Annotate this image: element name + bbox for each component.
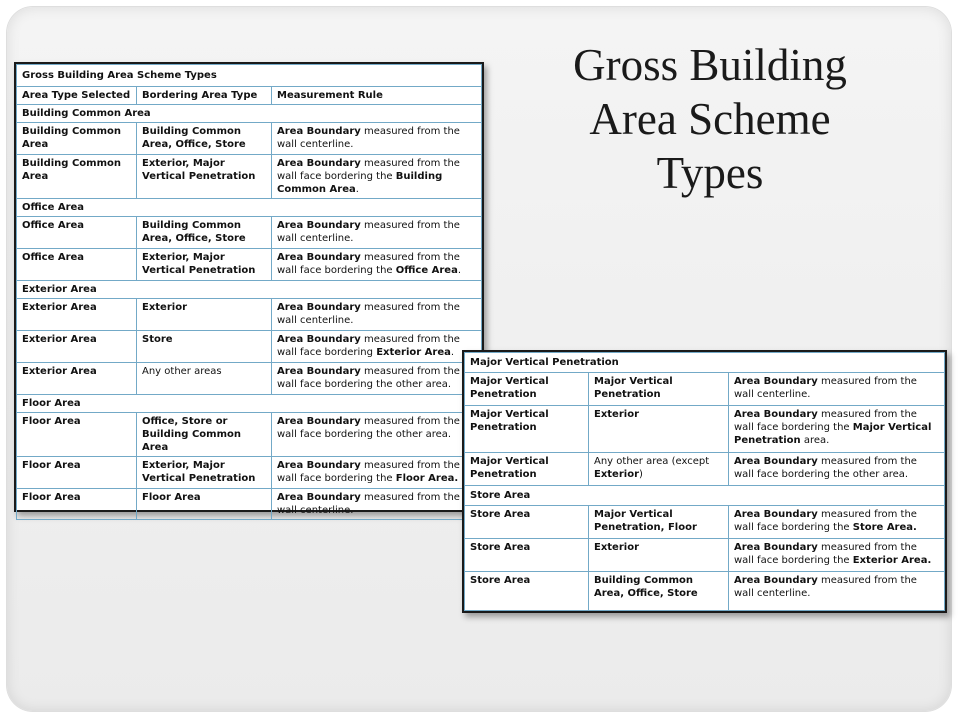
- table-row: [17, 489, 482, 520]
- rule-tail: .: [457, 265, 461, 276]
- area-type-cell: Exterior Area: [17, 363, 137, 395]
- rule-term: Area Boundary: [277, 302, 361, 313]
- bordering-area-cell: Major Vertical Penetration, Floor: [589, 506, 729, 539]
- rule-tail: area.: [800, 435, 830, 446]
- rule-term: Area Boundary: [277, 492, 361, 503]
- rule-text: measured from the wall face bordering the other area.: [277, 366, 460, 390]
- section-header: Building Common Area: [17, 105, 482, 123]
- measurement-rule-cell: [272, 489, 482, 520]
- table-row: [17, 363, 482, 395]
- measurement-rule-cell: [729, 506, 945, 539]
- rule-text: measured from the wall face bordering the other area.: [277, 416, 460, 440]
- title-line-3: Types: [656, 148, 764, 198]
- rule-text: measured from the wall face bordering the: [734, 409, 917, 433]
- area-type-cell: Exterior Area: [17, 299, 137, 331]
- table-row: [17, 413, 482, 457]
- area-type-cell: Store Area: [465, 539, 589, 572]
- rule-area: Office Area: [395, 265, 458, 276]
- table-row: [17, 457, 482, 489]
- border-exception: Exterior: [594, 469, 640, 480]
- rule-text: measured from the wall centerline.: [277, 126, 460, 150]
- area-type-cell: Store Area: [465, 506, 589, 539]
- rule-text: measured from the wall centerline.: [734, 376, 917, 400]
- measurement-rule-cell: [729, 406, 945, 453]
- border-text: Any other area (except: [594, 456, 710, 467]
- title-line-1: Gross Building: [573, 40, 847, 90]
- rule-text: measured from the wall centerline.: [734, 575, 917, 599]
- bordering-area-cell: Exterior: [589, 406, 729, 453]
- gross-building-area-table: [14, 62, 484, 516]
- measurement-rule-cell: [272, 217, 482, 249]
- rule-area: Exterior Area.: [852, 555, 932, 566]
- table-title: Gross Building Area Scheme Types: [17, 65, 482, 87]
- rule-term: Area Boundary: [734, 456, 818, 467]
- area-type-cell: Major Vertical Penetration: [465, 373, 589, 406]
- rule-term: Area Boundary: [277, 366, 361, 377]
- bordering-area-cell: Office, Store or Building Common Area: [137, 413, 272, 457]
- measurement-rule-cell: [272, 363, 482, 395]
- rule-term: Area Boundary: [734, 542, 818, 553]
- rule-term: Area Boundary: [277, 158, 361, 169]
- measurement-rule-cell: [729, 373, 945, 406]
- area-type-cell: Floor Area: [17, 413, 137, 457]
- area-scheme-table: [16, 64, 482, 520]
- measurement-rule-cell: [272, 249, 482, 281]
- area-type-cell: Floor Area: [17, 457, 137, 489]
- rule-term: Area Boundary: [277, 334, 361, 345]
- table-row: [465, 406, 945, 453]
- rule-tail: .: [355, 184, 359, 195]
- measurement-rule-cell: [729, 539, 945, 572]
- border-tail: ): [639, 469, 643, 480]
- rule-term: Area Boundary: [277, 460, 361, 471]
- table-row: [465, 373, 945, 406]
- bordering-area-cell: Major Vertical Penetration: [589, 373, 729, 406]
- rule-area: Store Area.: [852, 522, 917, 533]
- rule-term: Area Boundary: [734, 575, 818, 586]
- rule-area: Building Common Area: [277, 171, 443, 195]
- rule-text: measured from the wall face bordering the: [734, 509, 917, 533]
- rule-area: Floor Area.: [395, 473, 459, 484]
- bordering-area-cell: Exterior, Major Vertical Penetration: [137, 155, 272, 199]
- rule-text: measured from the wall face bordering: [277, 334, 460, 358]
- table-row: [465, 453, 945, 486]
- rule-area: Exterior Area: [376, 347, 451, 358]
- rule-text: measured from the wall face bordering the: [277, 460, 460, 484]
- area-type-cell: Exterior Area: [17, 331, 137, 363]
- area-type-cell: Major Vertical Penetration: [465, 453, 589, 486]
- measurement-rule-cell: [272, 299, 482, 331]
- rule-text: measured from the wall centerline.: [277, 302, 460, 326]
- bordering-area-cell: Exterior, Major Vertical Penetration: [137, 249, 272, 281]
- column-header-bordering-area: Bordering Area Type: [137, 87, 272, 105]
- bordering-area-cell: Exterior: [589, 539, 729, 572]
- measurement-rule-cell: [272, 123, 482, 155]
- measurement-rule-cell: [272, 155, 482, 199]
- area-type-cell: Major Vertical Penetration: [465, 406, 589, 453]
- rule-tail: .: [450, 347, 455, 358]
- section-header: Floor Area: [17, 395, 482, 413]
- section-header: Store Area: [465, 486, 945, 506]
- bordering-area-cell: Building Common Area, Office, Store: [589, 572, 729, 611]
- rule-term: Area Boundary: [277, 416, 361, 427]
- rule-term: Area Boundary: [734, 409, 818, 420]
- area-scheme-table-continued: [464, 352, 945, 611]
- table-row: [17, 299, 482, 331]
- table-row: [465, 539, 945, 572]
- bordering-area-cell: Building Common Area, Office, Store: [137, 123, 272, 155]
- bordering-area-cell: Exterior, Major Vertical Penetration: [137, 457, 272, 489]
- table-row: [465, 506, 945, 539]
- table-row: [465, 572, 945, 611]
- major-vertical-store-table: [462, 350, 947, 613]
- rule-term: Area Boundary: [734, 509, 818, 520]
- bordering-area-cell: Building Common Area, Office, Store: [137, 217, 272, 249]
- area-type-cell: Store Area: [465, 572, 589, 611]
- rule-term: Area Boundary: [277, 252, 361, 263]
- slide-title: [520, 38, 900, 200]
- section-header: Exterior Area: [17, 281, 482, 299]
- measurement-rule-cell: [729, 572, 945, 611]
- bordering-area-cell: Store: [137, 331, 272, 363]
- measurement-rule-cell: [272, 457, 482, 489]
- rule-text: measured from the wall centerline.: [277, 492, 460, 516]
- table-row: [17, 217, 482, 249]
- measurement-rule-cell: [729, 453, 945, 486]
- measurement-rule-cell: [272, 413, 482, 457]
- bordering-area-cell: Exterior: [137, 299, 272, 331]
- section-header: Major Vertical Penetration: [465, 353, 945, 373]
- title-line-2: Area Scheme: [589, 94, 831, 144]
- section-header: Office Area: [17, 199, 482, 217]
- rule-text: measured from the wall centerline.: [277, 220, 460, 244]
- table-row: [17, 123, 482, 155]
- rule-text: measured from the wall face bordering the other area.: [734, 456, 917, 480]
- area-type-cell: Building Common Area: [17, 155, 137, 199]
- bordering-area-cell: [589, 453, 729, 486]
- column-header-area-type: Area Type Selected: [17, 87, 137, 105]
- area-type-cell: Floor Area: [17, 489, 137, 520]
- measurement-rule-cell: [272, 331, 482, 363]
- column-header-measurement-rule: Measurement Rule: [272, 87, 482, 105]
- area-type-cell: Office Area: [17, 249, 137, 281]
- rule-text: measured from the wall face bordering the: [277, 158, 460, 182]
- area-type-cell: Office Area: [17, 217, 137, 249]
- area-type-cell: Building Common Area: [17, 123, 137, 155]
- table-row: [17, 155, 482, 199]
- rule-term: Area Boundary: [277, 220, 361, 231]
- bordering-area-cell: Floor Area: [137, 489, 272, 520]
- rule-term: Area Boundary: [734, 376, 818, 387]
- rule-term: Area Boundary: [277, 126, 361, 137]
- rule-area: Major Vertical Penetration: [734, 422, 932, 446]
- bordering-area-cell: Any other areas: [137, 363, 272, 395]
- table-row: [17, 249, 482, 281]
- table-row: [17, 331, 482, 363]
- rule-text: measured from the wall face bordering the: [277, 252, 460, 276]
- rule-text: measured from the wall face bordering the: [734, 542, 917, 566]
